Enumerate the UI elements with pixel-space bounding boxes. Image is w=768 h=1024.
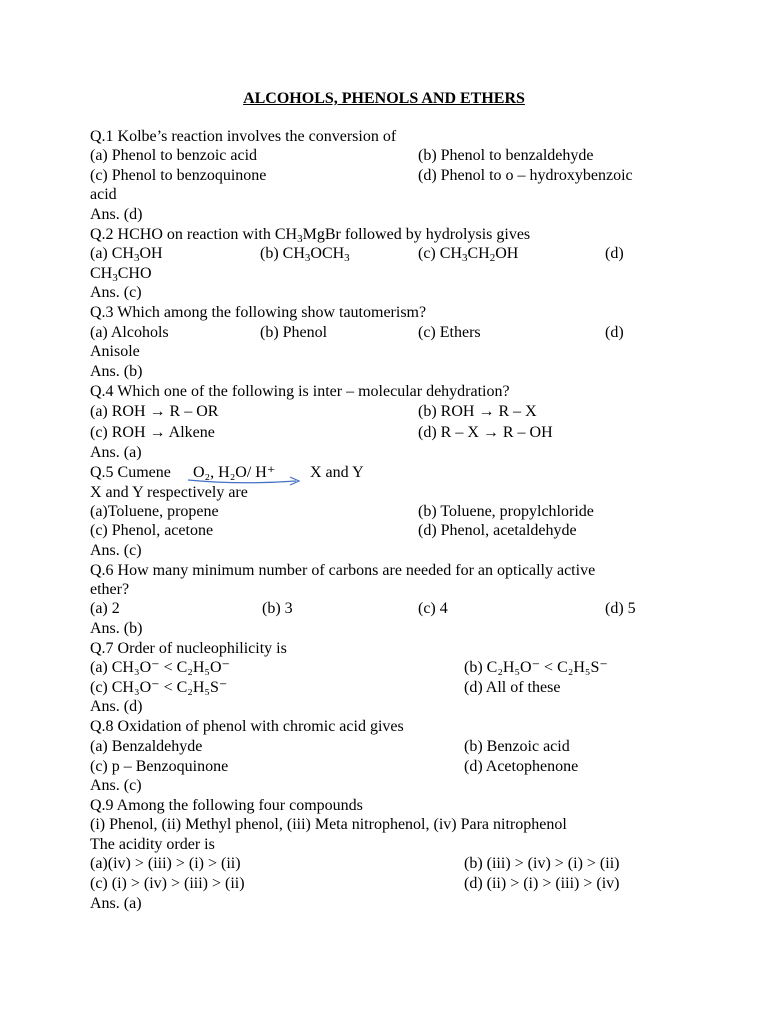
q9-option-c: (c) (i) > (iv) > (iii) > (ii) [90, 875, 245, 892]
q5-question-start: Q.5 Cumene [90, 464, 171, 481]
q7-answer: Ans. (d) [90, 698, 143, 715]
q5-option-a: (a)Toluene, propene [90, 503, 219, 520]
q1-option-c: (c) Phenol to benzoquinone [90, 167, 267, 184]
q8-option-b: (b) Benzoic acid [464, 738, 570, 755]
q9-question-line3: The acidity order is [90, 836, 215, 853]
q2-option-d: (d) [605, 245, 624, 262]
q3-answer: Ans. (b) [90, 363, 143, 380]
q8-question: Q.8 Oxidation of phenol with chromic acid gives [90, 718, 404, 735]
q6-option-a: (a) 2 [90, 600, 120, 617]
q6-option-b: (b) 3 [262, 600, 293, 617]
q6-question: Q.6 How many minimum number of carbons are needed for an optically active [90, 562, 596, 579]
q4-option-c: (c) ROH → Alkene [90, 424, 215, 441]
q1-answer: Ans. (d) [90, 206, 143, 223]
q8-option-d: (d) Acetophenone [464, 758, 579, 775]
q2-option-b: (b) $CH_3OCH_3$ [260, 245, 350, 264]
q9-question: Q.9 Among the following four compounds [90, 797, 363, 814]
q7-option-d: (d) All of these [464, 679, 561, 696]
q6-question-cont: ether? [90, 581, 130, 598]
q9-option-b: (b) (iii) > (iv) > (i) > (ii) [464, 855, 620, 872]
q6-option-d: (d) 5 [605, 600, 636, 617]
q5-question-line2: X and Y respectively are [90, 484, 248, 501]
q4-answer: Ans. (a) [90, 444, 142, 461]
q3-option-d-cont: Anisole [90, 343, 140, 360]
q1-option-d-cont: acid [90, 186, 117, 203]
q9-answer: Ans. (a) [90, 895, 142, 912]
q8-option-a: (a) Benzaldehyde [90, 738, 203, 755]
q8-option-c: (c) p – Benzoquinone [90, 758, 229, 775]
q5-option-d: (d) Phenol, acetaldehyde [418, 522, 577, 539]
q9-option-a: (a)(iv) > (iii) > (i) > (ii) [90, 855, 241, 872]
q3-option-c: (c) Ethers [418, 324, 481, 341]
q9-question-line2: (i) Phenol, (ii) Methyl phenol, (iii) Meta nitrophenol, (iv) Para nitrophenol [90, 816, 567, 833]
q1-option-d: (d) Phenol to o – hydroxybenzoic [418, 167, 633, 184]
q4-option-a: (a) ROH → R – OR [90, 403, 219, 420]
q7-option-c: (c) CH₃O⁻ < C₂H₅S⁻ [90, 679, 228, 696]
q5-question-end: X and Y [310, 464, 364, 481]
q5-option-c: (c) Phenol, acetone [90, 522, 214, 539]
q3-question: Q.3 Which among the following show tautomerism? [90, 304, 427, 321]
q2-answer: Ans. (c) [90, 284, 142, 301]
q2-option-d-cont: $CH_3CHO$ [90, 265, 152, 284]
q2-option-a: (a) $CH_3OH$ [90, 245, 163, 264]
q4-option-d: (d) R – X → R – OH [418, 424, 553, 441]
q1-option-b: (b) Phenol to benzaldehyde [418, 147, 594, 164]
q7-question: Q.7 Order of nucleophilicity is [90, 640, 287, 657]
q2-question: Q.2 HCHO on reaction with $CH_3MgBr$ followed by hydrolysis gives [90, 226, 531, 245]
q3-option-b: (b) Phenol [260, 324, 328, 341]
q3-option-d: (d) [605, 324, 624, 341]
q5-reagent: O₂, H₂O/ H⁺ [193, 464, 276, 481]
q5-answer: Ans. (c) [90, 542, 142, 559]
q7-option-b: (b) C₂H₅O⁻ < C₂H₅S⁻ [464, 659, 608, 676]
q8-answer: Ans. (c) [90, 777, 142, 794]
page-title: ALCOHOLS, PHENOLS AND ETHERS [243, 90, 525, 107]
q6-answer: Ans. (b) [90, 620, 143, 637]
q5-option-b: (b) Toluene, propylchloride [418, 503, 594, 520]
q4-option-b: (b) ROH → R – X [418, 403, 537, 420]
q6-option-c: (c) 4 [418, 600, 448, 617]
q7-option-a: (a) CH₃O⁻ < C₂H₅O⁻ [90, 659, 230, 676]
q1-question: Q.1 Kolbe’s reaction involves the conversion of [90, 128, 397, 145]
q1-option-a: (a) Phenol to benzoic acid [90, 147, 258, 164]
q9-option-d: (d) (ii) > (i) > (iii) > (iv) [464, 875, 620, 892]
q4-question: Q.4 Which one of the following is inter – molecular dehydration? [90, 383, 510, 400]
q2-option-c: (c) $CH_3CH_2OH$ [418, 245, 519, 264]
q3-option-a: (a) Alcohols [90, 324, 169, 341]
